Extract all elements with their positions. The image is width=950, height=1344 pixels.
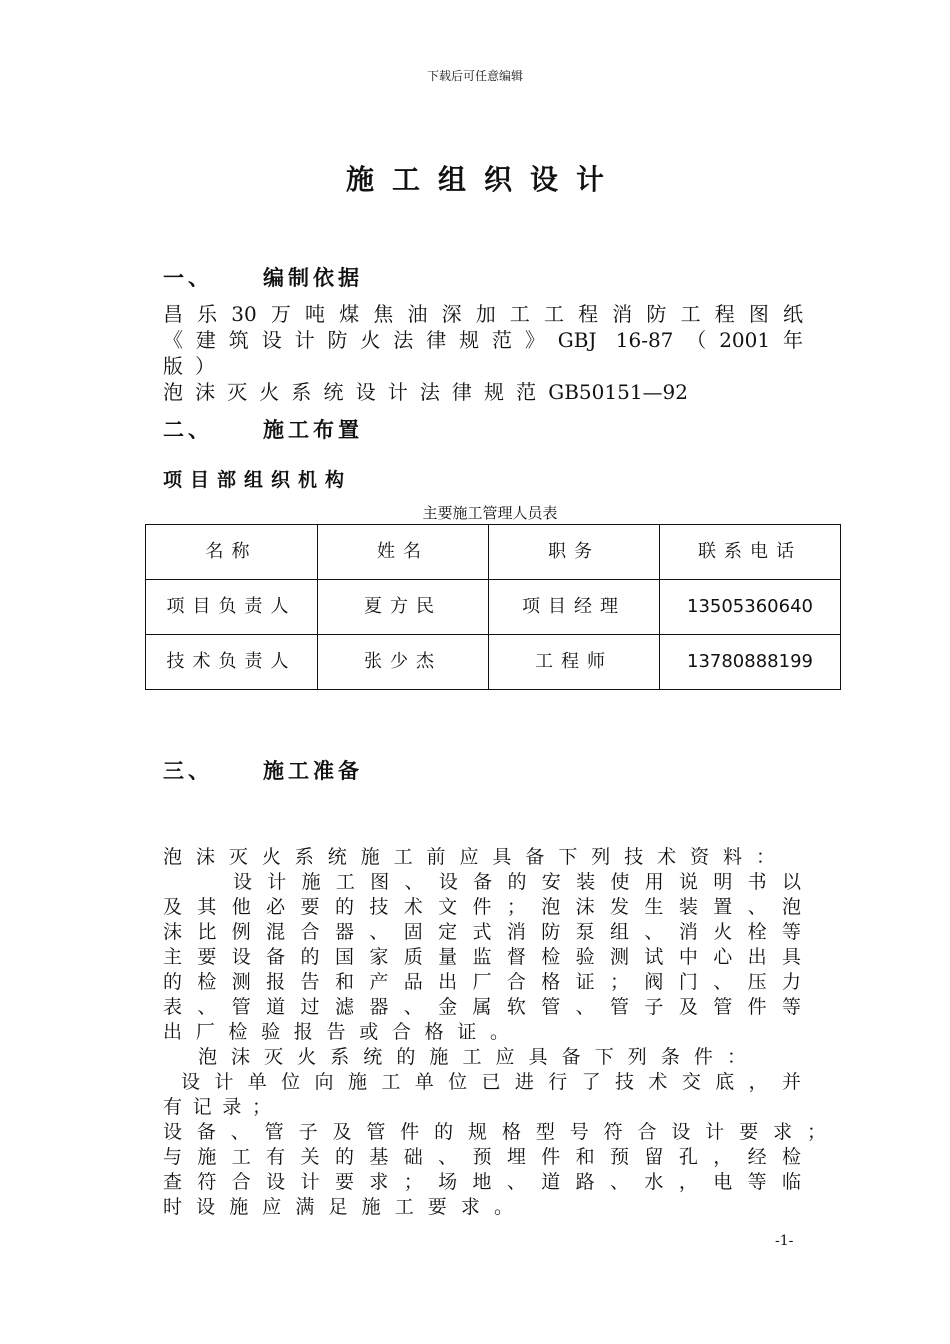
cell-name: 张少杰 — [318, 635, 489, 690]
prep-line-2: 设计施工图、设备的安装使用说明书以 — [233, 871, 801, 893]
table-caption: 主要施工管理人员表 — [422, 504, 558, 522]
section-3-title: 施工准备 — [263, 758, 363, 783]
header-cell-phone: 联系电话 — [660, 525, 841, 580]
document-title: 施工组织设计 — [345, 163, 622, 196]
prep-line-3: 及其他必要的技术文件；泡沫发生装置、泡 — [163, 896, 801, 918]
cell-phone: 13780888199 — [660, 635, 841, 690]
prep-line-15: 时设施应满足施工要求。 — [163, 1196, 513, 1218]
header-note: 下载后可任意编辑 — [426, 69, 523, 83]
prep-line-9: 泡沫灭火系统的施工应具备下列条件： — [198, 1046, 746, 1068]
table-row — [146, 580, 841, 635]
basis-line-4: 泡沫灭火系统设计法律规范GB50151—92 — [163, 380, 688, 404]
prep-line-10: 设计单位向施工单位已进行了技术交底，并 — [181, 1071, 801, 1093]
header-cell-role: 名称 — [146, 525, 318, 580]
prep-line-6: 的检测报告和产品出厂合格证；阀门、压力 — [163, 971, 801, 993]
page-number: -1- — [775, 1233, 794, 1249]
prep-line-8: 出厂检验报告或合格证。 — [163, 1021, 509, 1043]
section-2-number: 二、 — [163, 417, 213, 442]
prep-line-13: 与施工有关的基础、预埋件和预留孔，经检 — [163, 1146, 801, 1168]
prep-line-7: 表、管道过滤器、金属软管、管子及管件等 — [163, 996, 801, 1018]
header-cell-position: 职务 — [489, 525, 660, 580]
prep-line-14: 查符合设计要求；场地、道路、水，电等临 — [163, 1171, 801, 1193]
header-cell-name: 姓名 — [318, 525, 489, 580]
section-2-heading — [163, 414, 363, 444]
cell-name: 夏方民 — [318, 580, 489, 635]
org-structure-heading: 项目部组织机构 — [163, 469, 353, 491]
section-2-title: 施工布置 — [263, 417, 363, 442]
prep-line-5: 主要设备的国家质量监督检验测试中心出具 — [163, 946, 801, 968]
section-1-number: 一、 — [163, 265, 213, 290]
staff-table — [145, 524, 841, 690]
table-row — [146, 635, 841, 690]
cell-phone: 13505360640 — [660, 580, 841, 635]
table-header-row — [146, 525, 841, 580]
prep-line-11: 有记录； — [163, 1096, 271, 1118]
prep-line-4: 沫比例混合器、固定式消防泵组、消火栓等 — [163, 921, 801, 943]
prep-line-12: 设备、管子及管件的规格型号符合设计要求； — [163, 1121, 826, 1143]
section-1-title: 编制依据 — [263, 265, 363, 290]
prep-line-1: 泡沫灭火系统施工前应具备下列技术资料： — [163, 846, 775, 868]
section-3-heading — [163, 755, 363, 785]
basis-line-2: 《建筑设计防火法律规范》GBJ 16-87（2001年 — [163, 328, 803, 352]
cell-role: 项目负责人 — [146, 580, 318, 635]
basis-line-1: 昌乐30万吨煤焦油深加工工程消防工程图纸 — [163, 302, 803, 326]
cell-position: 工程师 — [489, 635, 660, 690]
section-3-number: 三、 — [163, 758, 213, 783]
cell-role: 技术负责人 — [146, 635, 318, 690]
cell-position: 项目经理 — [489, 580, 660, 635]
section-1-heading — [163, 262, 363, 292]
basis-line-3: 版） — [163, 354, 227, 378]
